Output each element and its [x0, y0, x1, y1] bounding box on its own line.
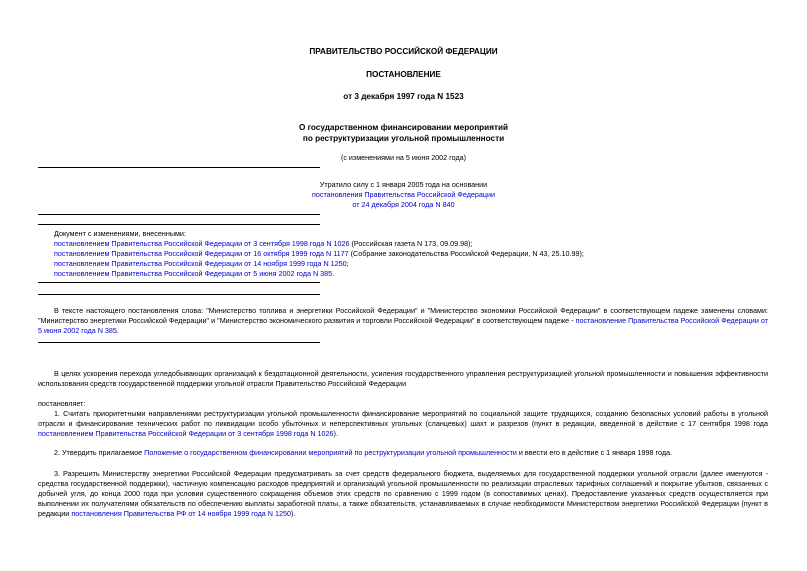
- amendment-item: [54, 249, 754, 259]
- divider: [38, 214, 320, 215]
- item-1: [38, 409, 768, 439]
- item-2-tail: и ввести его в действие с 1 января 1998 года.: [516, 448, 673, 457]
- divider: [38, 294, 320, 295]
- expired-decree-link-date[interactable]: от 24 декабря 2004 года N 840: [352, 200, 455, 209]
- item-1-text: 1. Считать приоритетными направлениями реструктуризации угольной промышленности финансирование мероприятий по социальной защите трудящихся, созданию безопасных условий работы в угольной отрасли и финансирование технических работ по ликвидации особо убыточных и неперспективных угольных (сланцевых) шахт и разрезов (пункт в редакции, введенной в действие с 17 сентября 1998 года: [38, 409, 768, 428]
- amendment-link[interactable]: постановлением Правительства Российской Федерации от 5 июня 2002 года N 385: [54, 269, 333, 278]
- divider: [38, 282, 320, 283]
- divider: [38, 167, 320, 168]
- preamble: [38, 369, 768, 389]
- date-number-heading: от 3 декабря 1997 года N 1523: [343, 92, 464, 101]
- item-2-text: 2. Утвердить прилагаемое: [54, 448, 145, 457]
- amendments-block: [54, 229, 754, 279]
- amendment-item: [54, 269, 754, 279]
- amendment-link[interactable]: постановлением Правительства Российской Федерации от 3 сентября 1998 года N 1026: [54, 239, 350, 248]
- item-1-tail: ).: [333, 429, 338, 438]
- changes-note: (с изменениями на 5 июня 2002 года): [340, 153, 467, 162]
- expired-note: Утратило силу с 1 января 2005 года на основании: [319, 180, 488, 189]
- doc-type-heading: ПОСТАНОВЛЕНИЕ: [366, 70, 441, 79]
- replacement-note-tail: .: [116, 326, 119, 335]
- item-3: [38, 469, 768, 519]
- amendments-intro: Документ с изменениями, внесенными:: [54, 229, 186, 238]
- amendment-link[interactable]: постановлением Правительства Российской Федерации от 16 октября 1999 года N 1177: [54, 249, 349, 258]
- amendment-source: ;: [346, 259, 349, 268]
- amendment-link[interactable]: постановлением Правительства Российской Федерации от 14 ноября 1999 года N 1250: [54, 259, 347, 268]
- expired-decree-link[interactable]: постановления Правительства Российской Федерации: [311, 190, 496, 199]
- doc-title-line1: О государственном финансировании мероприятий: [298, 123, 509, 132]
- amendment-item: [54, 259, 754, 269]
- item-3-text: 3. Разрешить Министерству энергетики Российской Федерации предусматривать за счет средств федерального бюджета, выделяемых для государственной поддержки угольной отрасли (далее именуются - средства государственной поддержки), частичную компенсацию расходов предприятий и организаций угольной промышленности по реализации отраслевых тарифных соглашений и покрытие убытков, связанных с добычей угля, до конца 2000 года при условии существенного сокращения объемов этих средств по сравнению с 1999 годом (в сопоставимых ценах). Предоставление указанных средств осуществляется при выполнении их получателями обязательств по обеспечению выплаты заработной платы, а также обязательств, устанавливаемых в случае необходимости Министерством энергетики Российской Федерации (пункт в редакции: [38, 469, 768, 518]
- government-heading: ПРАВИТЕЛЬСТВО РОССИЙСКОЙ ФЕДЕРАЦИИ: [309, 47, 498, 56]
- replacement-note-text: В тексте настоящего постановления слова: "Министерство топлива и энергетики Российской Федерации" и "Министерство экономики Российской Федерации" в соответствующем падеже заменены словами: "Министерство энергетики Российской Федерации" и "Министерство экономического развития и торговли Российской Федерации" в соответствующем падеже -: [38, 306, 768, 325]
- doc-title-line2: по реструктуризации угольной промышленности: [302, 134, 505, 143]
- amendment-item: [54, 239, 754, 249]
- replacement-note-link[interactable]: постановление Правительства Российской Федерации от 5 июня 2002 года N 385: [38, 316, 768, 335]
- replacement-note: [38, 306, 768, 336]
- item-2: [38, 448, 768, 458]
- decrees-word: [38, 399, 768, 409]
- amendment-source: (Российская газета N 173, 09.09.98);: [349, 239, 473, 248]
- divider: [38, 224, 320, 225]
- item-3-tail: ).: [290, 509, 296, 518]
- divider: [38, 342, 320, 343]
- item-1-link[interactable]: постановлением Правительства Российской Федерации от 3 сентября 1998 года N 1026: [38, 429, 334, 438]
- amendment-source: .: [332, 269, 335, 278]
- item-3-link[interactable]: постановления Правительства РФ от 14 ноября 1999 года N 1250: [71, 509, 291, 518]
- item-2-link[interactable]: Положение о государственном финансировании мероприятий по реструктуризации угольной промышленности: [144, 448, 517, 457]
- decrees-text: постановляет:: [38, 399, 86, 408]
- preamble-text: В целях ускорения перехода угледобывающих организаций к бездотационной деятельности, усиления государственного управления реструктуризацией угольной промышленности и повышения эффективности использования средств государственной поддержки угольной отрасли Правительство Российской Федерации: [38, 369, 768, 388]
- amendment-source: (Собрание законодательства Российской Федерации, N 43, 25.10.99);: [348, 249, 584, 258]
